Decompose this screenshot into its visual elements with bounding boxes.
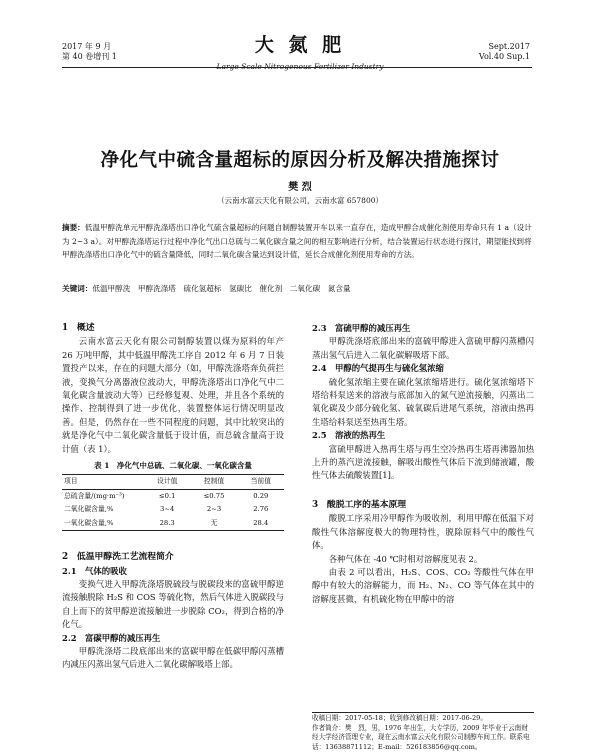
keywords-text: 低温甲醇洗 甲醇洗涤塔 硫化氢超标 氢碳比 催化剂 二氧化碳 氮含量: [92, 284, 351, 293]
section-3-paragraph-2: 各种气体在 -40 ℃时相对溶解度见表 2。: [328, 553, 483, 564]
abstract-text: 低温甲醇洗单元甲醇洗涤塔出口净化气硫含量超标的问题自制醇装置开车以来一直存在，造成甲醇合成催化剂使用寿命只有 1 a（设计为 2~3 a）。对甲醇洗涤塔运行过程中净化气出口总硫与二氧化碳含量之间的相互影响进行分析，结合装置运行状态进行探讨，期望能找到将甲醇洗涤塔出口净化气中的硫含量降低，同时二氧化碳含量达到设计值，延长合成催化剂使用寿命的方法。: [62, 223, 532, 260]
section-2-4-paragraph: 硫化氢浓缩主要在硫化氢浓缩塔进行。硫化氢浓缩塔下塔给料泵送来的溶液与底部加入的氮气逆流接触，闪蒸出二氧化碳及少部分硫化氢、硫氧碳后进尾气系统，溶液由热再生塔给料泵送至热再生塔。: [312, 376, 534, 427]
table-1-caption: 表 1 净化气中总硫、二氧化碳、一氧化碳含量: [94, 461, 252, 471]
received-date: 收稿日期：2017-05-18；收到修改稿日期：2017-06-29。: [312, 714, 487, 722]
table-cell: 无: [190, 517, 237, 531]
section-2-4-heading: 2.4 甲醇的气提再生与硫化氢浓缩: [312, 363, 444, 374]
section-2-heading: 2 低温甲醇洗工艺流程简介: [62, 552, 174, 563]
issue-date-en: Sept.2017: [488, 42, 530, 51]
author-affiliation: （云南水富云天化有限公司，云南水富 657800）: [216, 196, 383, 205]
issue-date-cn: 2017 年 9 月: [62, 42, 112, 51]
table-cell: ≤0.75: [203, 491, 225, 500]
table-header-cell: 设计值: [144, 475, 190, 489]
section-2-3-heading: 2.3 富硫甲醇的减压再生: [312, 323, 411, 333]
table-row: [62, 517, 284, 531]
footnote: [312, 714, 534, 752]
section-2-2-paragraph: 甲醇洗涤塔二段底部出来的富碳甲醇在低碳甲醇闪蒸槽内减压闪蒸出氢气后进入二氧化碳解吸塔上部。: [62, 645, 284, 670]
article-title: 净化气中硫含量超标的原因分析及解决措施探讨: [100, 150, 500, 171]
table-row: [62, 503, 284, 516]
table-cell: 28.4: [238, 517, 284, 531]
table-cell: 一氧化碳含量,%: [62, 517, 144, 531]
table-cell: 0.29: [253, 491, 269, 500]
table-cell: 28.3: [144, 517, 190, 531]
table-header-cell: 控制值: [190, 475, 237, 489]
journal-title-cn: 大 氮 肥: [254, 34, 346, 56]
keywords-label: 关键词：: [62, 284, 93, 293]
table-cell: 2~3: [206, 505, 222, 514]
table-header-row: [62, 475, 284, 489]
table-header-cell: 当前值: [238, 475, 284, 489]
section-1-heading: 1 概述: [62, 323, 95, 333]
right-column: [312, 322, 534, 606]
section-2-2-heading: 2.2 富碳甲醇的减压再生: [62, 632, 161, 643]
journal-title-en: Large Scale Nitrogenous Fertilizer Industry: [216, 62, 384, 71]
header-right: [479, 42, 530, 62]
table-1: [62, 474, 284, 531]
section-2-5-paragraph: 富硫甲醇进入热再生塔与再生空冷热再生塔再沸器加热上升的蒸汽逆流接触，解吸出酸性气体后下流到储液罐，酸性气体去硫酸装置[1]。: [312, 443, 534, 481]
left-column: [62, 322, 284, 672]
volume-cn: 第 40 卷增刊 1: [62, 52, 117, 61]
table-cell: 总硫含量/(mg·m⁻³): [64, 491, 125, 500]
keywords: [62, 283, 532, 294]
author-name: 樊 烈: [288, 182, 312, 193]
footnote-rule: [312, 712, 534, 713]
table-header-cell: 项目: [62, 475, 144, 489]
table-cell: 二氧化碳含量,%: [64, 505, 114, 514]
section-2-1-heading: 2.1 气体的吸收: [62, 565, 127, 576]
section-3-heading: 3 酸脱工序的基本原理: [312, 499, 407, 510]
table-cell: 2.76: [253, 505, 269, 514]
section-2-1-paragraph: 变换气进入甲醇洗涤塔脱硫段与脱碳段来的富硫甲醇逆流接触脱除 H₂S 和 COS 等硫化物，然后气体进入脱碳段与自上而下的贫甲醇逆流接触进一步脱除 CO₂，得到合格的净化气。: [62, 578, 284, 630]
header-rule: [62, 67, 532, 68]
section-2-5-heading: 2.5 溶液的热再生: [312, 430, 386, 441]
section-1-paragraph: 云南水富云天化有限公司制醇装置以煤为原料的年产 26 万吨甲醇，其中低温甲醇洗工序自 2012 年 6 月 7 日装置投产以来，存在的问题大部分（如，甲醇洗涤塔奔负荷拦液，变换气分离器液位波动大，甲醇洗涤塔出口净化气中二氧化碳含量波动大等）已经修复观、处理，并且各个系统的操作、控制得到了进一步优化，装置整体运行情况明显改善。但是，仍然存在一些不同程度的问题，其中比较突出的就是净化气中二氧化碳含量低于设计值，而总硫含量高于设计值（表 1）。: [62, 336, 284, 454]
volume-en: Vol.40 Sup.1: [478, 52, 530, 61]
table-row: [62, 489, 284, 503]
table-cell: 3~4: [160, 505, 175, 514]
abstract-label: 摘要：: [62, 223, 85, 232]
section-3-paragraph-1: 酸脱工序采用冷甲醇作为吸收剂，利用甲醇在低温下对酸性气体溶解度极大的物理特性，脱除原料气中的酸性气体。: [312, 513, 534, 551]
section-2-3-paragraph: 甲醇洗涤塔底部出来的富硫甲醇进入富硫甲醇闪蒸槽闪蒸出氢气后进入二氧化碳解吸塔下部。: [312, 336, 534, 360]
section-3-paragraph-3: 由表 2 可以看出，H₂S、COS、CO₂ 等酸性气体在甲醇中有较大的溶解能力，而 H₂、N₂、CO 等气体在其中的溶解度甚微，有机硫化物在甲醇中的溶: [312, 566, 534, 604]
abstract: [62, 221, 532, 262]
author-bio: 作者简介：樊 烈，男，1976 年出生，大专学历，2009 年毕业于云南财经大学经济管理专业，现在云南水富云天化有限公司制醇车间工作。联系电话：13638871112；E-mail：526183856@qq.com。: [312, 723, 530, 751]
table-cell: ≤0.1: [158, 491, 176, 500]
